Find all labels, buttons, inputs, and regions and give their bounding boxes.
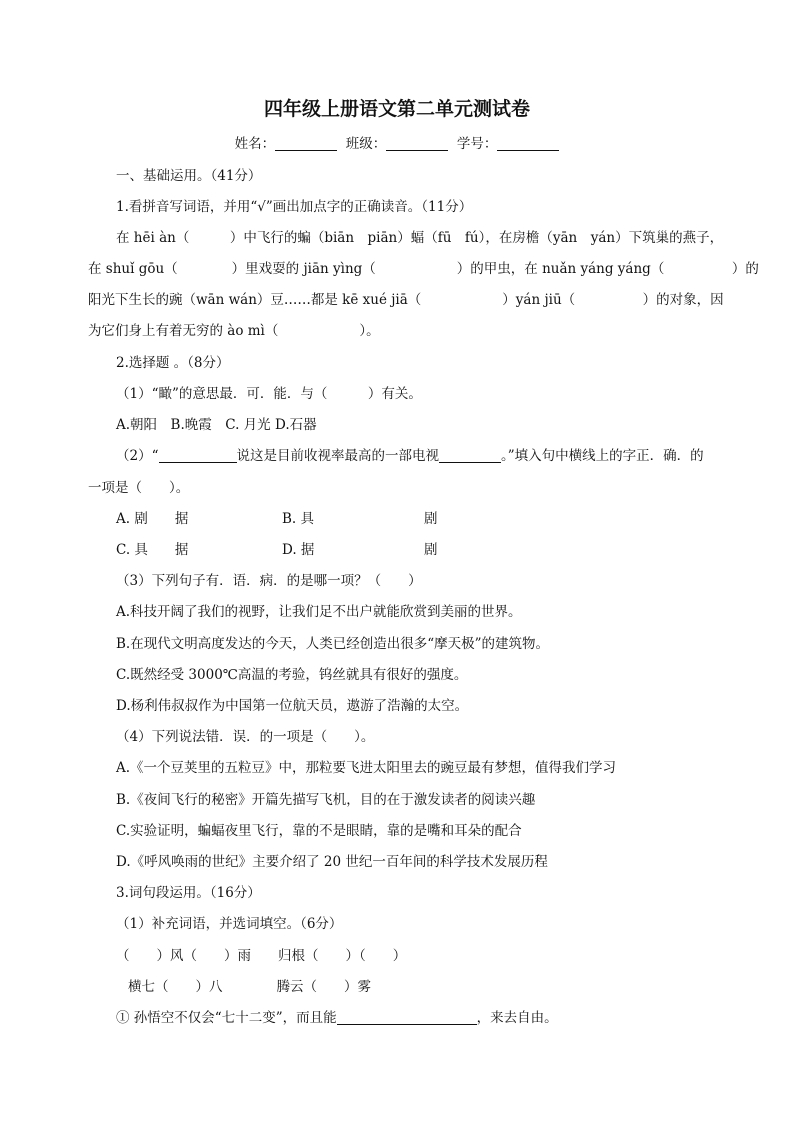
q2-sub4-option-d: D.《呼风唤雨的世纪》主要介绍了 20 世纪一百年间的科学技术发展历程: [116, 854, 548, 870]
q2-sub2-option-c: C. 具 据: [116, 542, 189, 558]
q3-item1-blank[interactable]: [337, 1010, 477, 1025]
q2-sub2-part2: 说这是目前收视率最高的一部电视: [236, 448, 439, 464]
q2-sub3-option-b: B.在现代文明高度发达的今天，人类已经创造出很多“摩天极”的建筑物。: [116, 636, 550, 652]
section1-heading: 一、基础运用。（41分）: [116, 168, 262, 184]
q2-sub2-option-a: A. 剧 据: [116, 511, 189, 527]
q1-line3: 阳光下生长的豌（wān wán）豆……都是 kē xué jiā（ ）yán jiū（ ）的对象，因: [88, 292, 724, 308]
q2-sub3-option-c: C.既然经受 3000℃高温的考验，钨丝就具有很好的强度。: [116, 667, 468, 683]
q2-sub3-option-a: A.科技开阔了我们的视野，让我们足不出户就能欣赏到美丽的世界。: [116, 604, 522, 620]
q1-line1: 在 hēi àn（ ）中飞行的蝙（biān piān）蝠（fū fú），在房檐（yān yán）下筑巢的燕子，: [116, 230, 724, 246]
q3-item1: [0, 1008, 794, 1028]
page-title: 四年级上册语文第二单元测试卷: [263, 98, 530, 120]
q2-sub1-options: A.朝阳 B.晚霞 C. 月光 D.石器: [116, 417, 317, 433]
q1-line4: 为它们身上有着无穷的 ào mì（ ）。: [88, 323, 380, 339]
q2-sub4: （4）下列说法错．误．的一项是（ ）。: [116, 729, 375, 745]
q3-sub1: （1）补充词语，并选词填空。（6分）: [116, 916, 343, 932]
q1-line2: 在 shuǐ gōu（ ）里戏耍的 jiān yìng（ ）的甲虫，在 nuǎn yáng yáng（ ）的: [88, 261, 759, 277]
q2-sub2-option-d: D. 据: [282, 542, 315, 558]
name-label: 姓名：: [234, 136, 276, 152]
q2-sub2-option-d-word2: 剧: [424, 542, 438, 558]
q2-sub2-blank1[interactable]: [159, 448, 237, 463]
q2-sub1: （1）“瞰”的意思最．可．能．与（ ）有关。: [116, 386, 422, 402]
q2-sub2-option-b: B. 具: [282, 511, 315, 527]
q2-sub2-line2: 一项是（ ）。: [88, 480, 190, 496]
q2-sub2-option-b-word2: 剧: [424, 511, 438, 527]
class-label: 班级：: [345, 136, 387, 152]
q3-item1-part2: ，来去自由。: [476, 1010, 558, 1026]
q2-sub2-blank2[interactable]: [439, 448, 501, 463]
q3-words-row1: （ ）风（ ）雨 归根（ ）（ ）: [116, 948, 407, 964]
class-blank[interactable]: [386, 136, 448, 151]
q2-sub4-option-b: B.《夜间飞行的秘密》开篇先描写飞机，目的在于激发读者的阅读兴趣: [116, 792, 536, 808]
number-blank[interactable]: [497, 136, 559, 151]
q3-words-row2: 横七（ ）八 腾云（ ）雾: [128, 979, 371, 995]
q2-sub4-option-a: A.《一个豆荚里的五粒豆》中，那粒要飞进太阳里去的豌豆最有梦想，值得我们学习: [116, 760, 617, 776]
q2-sub3: （3）下列句子有．语．病．的是哪一项？（ ）: [116, 573, 422, 589]
q3-item1-part1: ① 孙悟空不仅会“七十二变”，而且能: [116, 1010, 337, 1026]
q2-sub2-part1: （2）“: [116, 448, 159, 464]
q2-heading: 2.选择题 。（8分）: [116, 355, 230, 371]
q2-sub3-option-d: D.杨利伟叔叔作为中国第一位航天员，遨游了浩瀚的太空。: [116, 698, 469, 714]
student-info: [0, 134, 794, 154]
name-blank[interactable]: [275, 136, 337, 151]
q1-heading: 1.看拼音写词语，并用“√”画出加点字的正确读音。（11分）: [116, 199, 473, 215]
q2-sub2-part3: 。”填入句中横线上的字正．确．的: [501, 448, 704, 464]
q2-sub4-option-c: C.实验证明，蝙蝠夜里飞行，靠的不是眼睛，靠的是嘴和耳朵的配合: [116, 823, 522, 839]
q3-heading: 3.词句段运用。（16分）: [116, 885, 261, 901]
q2-sub2: [0, 446, 794, 466]
number-label: 学号：: [456, 136, 498, 152]
